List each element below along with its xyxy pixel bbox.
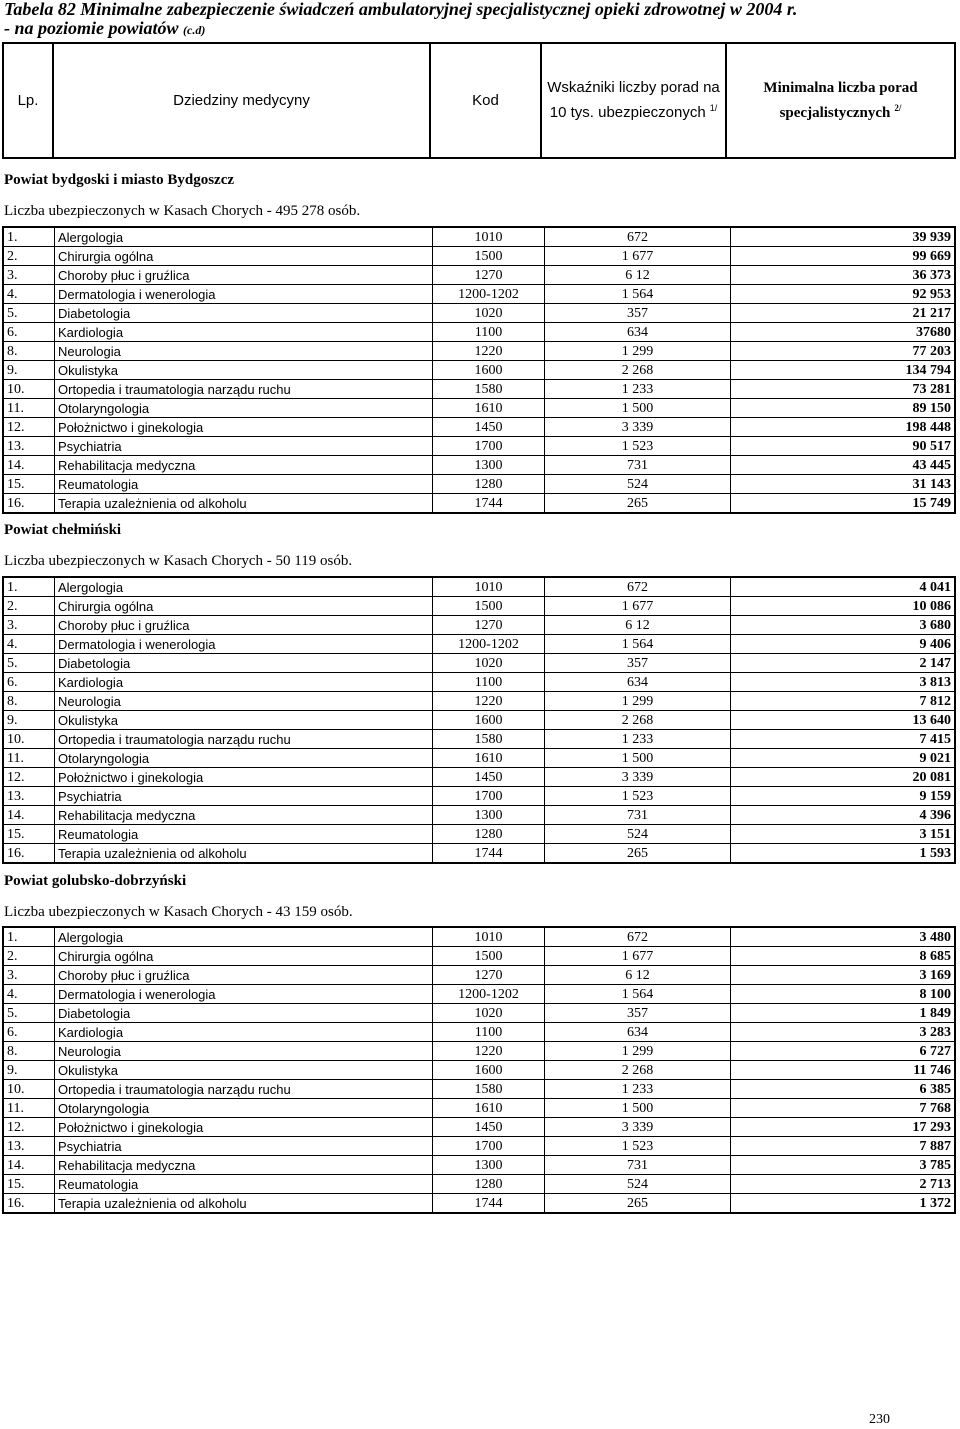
cell-kod: 1450	[433, 418, 545, 437]
cell-dziedzina: Terapia uzależnienia od alkoholu	[55, 494, 433, 514]
cell-dziedzina: Rehabilitacja medyczna	[55, 806, 433, 825]
cell-minimalna: 9 159	[731, 787, 956, 806]
cell-minimalna: 134 794	[731, 361, 956, 380]
table-row	[3, 825, 955, 844]
cell-wskaznik: 6 12	[545, 616, 731, 635]
cell-wskaznik: 1 233	[545, 730, 731, 749]
table-row	[3, 399, 955, 418]
table-row	[3, 380, 955, 399]
cell-kod: 1700	[433, 1137, 545, 1156]
cell-lp: 8.	[3, 1042, 55, 1061]
cell-wskaznik: 1 233	[545, 1080, 731, 1099]
section-table	[2, 226, 956, 514]
section-table	[2, 926, 956, 1214]
cell-minimalna: 8 685	[731, 947, 956, 966]
table-row	[3, 673, 955, 692]
cell-wskaznik: 1 500	[545, 1099, 731, 1118]
cell-lp: 5.	[3, 654, 55, 673]
cell-minimalna: 7 768	[731, 1099, 956, 1118]
cell-lp: 1.	[3, 927, 55, 947]
cell-wskaznik: 357	[545, 654, 731, 673]
cell-kod: 1280	[433, 1175, 545, 1194]
cell-kod: 1610	[433, 1099, 545, 1118]
cell-minimalna: 3 813	[731, 673, 956, 692]
cell-lp: 2.	[3, 597, 55, 616]
cell-minimalna: 1 593	[731, 844, 956, 864]
cell-wskaznik: 1 523	[545, 1137, 731, 1156]
cell-lp: 11.	[3, 749, 55, 768]
cell-kod: 1010	[433, 227, 545, 247]
cell-minimalna: 13 640	[731, 711, 956, 730]
cell-dziedzina: Położnictwo i ginekologia	[55, 768, 433, 787]
cell-lp: 1.	[3, 227, 55, 247]
cell-kod: 1500	[433, 597, 545, 616]
cell-kod: 1220	[433, 1042, 545, 1061]
cell-minimalna: 77 203	[731, 342, 956, 361]
cell-lp: 14.	[3, 456, 55, 475]
cell-dziedzina: Alergologia	[55, 227, 433, 247]
cell-minimalna: 9 406	[731, 635, 956, 654]
cell-kod: 1610	[433, 399, 545, 418]
cell-kod: 1744	[433, 1194, 545, 1214]
cell-minimalna: 11 746	[731, 1061, 956, 1080]
cell-wskaznik: 1 677	[545, 247, 731, 266]
table-row	[3, 947, 955, 966]
cell-lp: 6.	[3, 1023, 55, 1042]
header-kod: Kod	[431, 44, 542, 157]
cell-dziedzina: Diabetologia	[55, 304, 433, 323]
cell-dziedzina: Otolaryngologia	[55, 749, 433, 768]
cell-dziedzina: Reumatologia	[55, 475, 433, 494]
cell-minimalna: 7 812	[731, 692, 956, 711]
header-wskazniki-note: 1/	[709, 103, 718, 113]
cell-dziedzina: Reumatologia	[55, 1175, 433, 1194]
cell-dziedzina: Otolaryngologia	[55, 399, 433, 418]
cell-minimalna: 9 021	[731, 749, 956, 768]
cell-lp: 4.	[3, 285, 55, 304]
cell-kod: 1200-1202	[433, 635, 545, 654]
header-minimalna-label: Minimalna liczba porad specjalistycznych	[763, 80, 918, 121]
cell-kod: 1744	[433, 844, 545, 864]
cell-lp: 9.	[3, 361, 55, 380]
cell-dziedzina: Chirurgia ogólna	[55, 597, 433, 616]
cell-minimalna: 31 143	[731, 475, 956, 494]
cell-lp: 13.	[3, 1137, 55, 1156]
cell-lp: 2.	[3, 247, 55, 266]
cell-wskaznik: 731	[545, 456, 731, 475]
cell-wskaznik: 357	[545, 1004, 731, 1023]
cell-wskaznik: 1 523	[545, 437, 731, 456]
cell-dziedzina: Terapia uzależnienia od alkoholu	[55, 1194, 433, 1214]
cell-wskaznik: 1 564	[545, 635, 731, 654]
cell-wskaznik: 3 339	[545, 1118, 731, 1137]
cell-wskaznik: 731	[545, 806, 731, 825]
table-row	[3, 342, 955, 361]
cell-wskaznik: 672	[545, 927, 731, 947]
table-row	[3, 1175, 955, 1194]
header-minimalna	[727, 44, 954, 157]
table-row	[3, 844, 955, 864]
cell-dziedzina: Neurologia	[55, 692, 433, 711]
table-row	[3, 456, 955, 475]
cell-wskaznik: 1 299	[545, 1042, 731, 1061]
table-row	[3, 692, 955, 711]
cell-minimalna: 3 680	[731, 616, 956, 635]
cell-lp: 13.	[3, 787, 55, 806]
cell-minimalna: 7 887	[731, 1137, 956, 1156]
cell-wskaznik: 2 268	[545, 711, 731, 730]
table-row	[3, 1080, 955, 1099]
cell-kod: 1270	[433, 966, 545, 985]
cell-dziedzina: Dermatologia i wenerologia	[55, 985, 433, 1004]
cell-kod: 1580	[433, 730, 545, 749]
cell-kod: 1450	[433, 1118, 545, 1137]
table-row	[3, 1156, 955, 1175]
section-title: Powiat bydgoski i miasto Bydgoszcz	[4, 172, 235, 188]
cell-minimalna: 21 217	[731, 304, 956, 323]
header-wskazniki	[542, 44, 727, 157]
cell-kod: 1270	[433, 266, 545, 285]
cell-kod: 1580	[433, 1080, 545, 1099]
table-row	[3, 1023, 955, 1042]
cell-dziedzina: Okulistyka	[55, 361, 433, 380]
cell-dziedzina: Choroby płuc i gruźlica	[55, 966, 433, 985]
table-row	[3, 787, 955, 806]
table-row	[3, 1137, 955, 1156]
cell-kod: 1220	[433, 692, 545, 711]
table-row	[3, 597, 955, 616]
table-row	[3, 635, 955, 654]
table-row	[3, 1042, 955, 1061]
cell-wskaznik: 265	[545, 1194, 731, 1214]
table-row	[3, 1004, 955, 1023]
cell-dziedzina: Otolaryngologia	[55, 1099, 433, 1118]
section-title: Powiat golubsko-dobrzyński	[4, 873, 187, 889]
cell-kod: 1200-1202	[433, 285, 545, 304]
cell-minimalna: 6 385	[731, 1080, 956, 1099]
cell-kod: 1270	[433, 616, 545, 635]
cell-lp: 8.	[3, 342, 55, 361]
cell-minimalna: 90 517	[731, 437, 956, 456]
cell-minimalna: 1 372	[731, 1194, 956, 1214]
table-row	[3, 966, 955, 985]
cell-kod: 1100	[433, 673, 545, 692]
cell-kod: 1610	[433, 749, 545, 768]
page-number: 230	[869, 1412, 890, 1427]
cell-dziedzina: Ortopedia i traumatologia narządu ruchu	[55, 1080, 433, 1099]
table-row	[3, 616, 955, 635]
cell-minimalna: 37680	[731, 323, 956, 342]
table-row	[3, 768, 955, 787]
cell-lp: 8.	[3, 692, 55, 711]
cell-lp: 2.	[3, 947, 55, 966]
cell-wskaznik: 6 12	[545, 266, 731, 285]
cell-kod: 1280	[433, 825, 545, 844]
cell-kod: 1010	[433, 577, 545, 597]
cell-minimalna: 20 081	[731, 768, 956, 787]
cell-kod: 1500	[433, 947, 545, 966]
cell-kod: 1020	[433, 1004, 545, 1023]
cell-wskaznik: 634	[545, 673, 731, 692]
table-row	[3, 1099, 955, 1118]
cell-lp: 11.	[3, 399, 55, 418]
table-row	[3, 227, 955, 247]
cell-dziedzina: Kardiologia	[55, 323, 433, 342]
cell-lp: 15.	[3, 475, 55, 494]
cell-wskaznik: 524	[545, 475, 731, 494]
table-row	[3, 711, 955, 730]
cell-minimalna: 99 669	[731, 247, 956, 266]
cell-dziedzina: Alergologia	[55, 927, 433, 947]
cell-lp: 10.	[3, 380, 55, 399]
cell-wskaznik: 672	[545, 227, 731, 247]
cell-dziedzina: Choroby płuc i gruźlica	[55, 266, 433, 285]
table-row	[3, 654, 955, 673]
cell-dziedzina: Kardiologia	[55, 673, 433, 692]
section-info: Liczba ubezpieczonych w Kasach Chorych - 495 278 osób.	[4, 203, 361, 219]
cell-minimalna: 4 396	[731, 806, 956, 825]
cell-lp: 11.	[3, 1099, 55, 1118]
cell-lp: 5.	[3, 304, 55, 323]
title-line-1: Tabela 82 Minimalne zabezpieczenie świadczeń ambulatoryjnej specjalistycznej opieki zdrowotnej w 2004 r.	[4, 0, 798, 19]
cell-kod: 1020	[433, 304, 545, 323]
cell-minimalna: 10 086	[731, 597, 956, 616]
cell-lp: 1.	[3, 577, 55, 597]
table-row	[3, 494, 955, 514]
cell-kod: 1010	[433, 927, 545, 947]
cell-minimalna: 2 147	[731, 654, 956, 673]
cell-dziedzina: Położnictwo i ginekologia	[55, 1118, 433, 1137]
table-row	[3, 806, 955, 825]
cell-lp: 5.	[3, 1004, 55, 1023]
cell-minimalna: 89 150	[731, 399, 956, 418]
title-line-2-suffix: (c.d)	[183, 23, 206, 37]
cell-kod: 1744	[433, 494, 545, 514]
cell-wskaznik: 357	[545, 304, 731, 323]
table-row	[3, 927, 955, 947]
cell-minimalna: 17 293	[731, 1118, 956, 1137]
header-dziedziny: Dziedziny medycyny	[54, 44, 431, 157]
cell-wskaznik: 1 677	[545, 597, 731, 616]
cell-kod: 1450	[433, 768, 545, 787]
title-line-2	[4, 19, 797, 40]
cell-dziedzina: Okulistyka	[55, 711, 433, 730]
cell-dziedzina: Rehabilitacja medyczna	[55, 1156, 433, 1175]
section-info: Liczba ubezpieczonych w Kasach Chorych - 43 159 osób.	[4, 904, 353, 920]
table-row	[3, 1118, 955, 1137]
section-title: Powiat chełmiński	[4, 522, 122, 538]
cell-minimalna: 15 749	[731, 494, 956, 514]
cell-kod: 1300	[433, 1156, 545, 1175]
cell-lp: 16.	[3, 1194, 55, 1214]
cell-kod: 1300	[433, 806, 545, 825]
cell-wskaznik: 1 233	[545, 380, 731, 399]
cell-dziedzina: Chirurgia ogólna	[55, 947, 433, 966]
cell-kod: 1580	[433, 380, 545, 399]
cell-dziedzina: Choroby płuc i gruźlica	[55, 616, 433, 635]
cell-kod: 1600	[433, 1061, 545, 1080]
cell-wskaznik: 2 268	[545, 361, 731, 380]
table-row	[3, 323, 955, 342]
cell-lp: 13.	[3, 437, 55, 456]
cell-wskaznik: 634	[545, 1023, 731, 1042]
cell-dziedzina: Alergologia	[55, 577, 433, 597]
cell-wskaznik: 731	[545, 1156, 731, 1175]
cell-minimalna: 1 849	[731, 1004, 956, 1023]
table-row	[3, 985, 955, 1004]
cell-dziedzina: Dermatologia i wenerologia	[55, 285, 433, 304]
cell-kod: 1200-1202	[433, 985, 545, 1004]
cell-dziedzina: Kardiologia	[55, 1023, 433, 1042]
cell-lp: 10.	[3, 730, 55, 749]
table-row	[3, 418, 955, 437]
cell-minimalna: 3 169	[731, 966, 956, 985]
cell-wskaznik: 265	[545, 494, 731, 514]
cell-kod: 1100	[433, 1023, 545, 1042]
cell-dziedzina: Chirurgia ogólna	[55, 247, 433, 266]
cell-lp: 3.	[3, 266, 55, 285]
cell-kod: 1700	[433, 787, 545, 806]
cell-wskaznik: 524	[545, 825, 731, 844]
cell-wskaznik: 1 564	[545, 985, 731, 1004]
cell-dziedzina: Ortopedia i traumatologia narządu ruchu	[55, 380, 433, 399]
cell-wskaznik: 1 564	[545, 285, 731, 304]
cell-lp: 3.	[3, 966, 55, 985]
cell-lp: 12.	[3, 1118, 55, 1137]
table-header	[2, 42, 956, 159]
cell-wskaznik: 1 500	[545, 399, 731, 418]
header-lp: Lp.	[4, 44, 54, 157]
cell-dziedzina: Reumatologia	[55, 825, 433, 844]
cell-lp: 14.	[3, 806, 55, 825]
cell-dziedzina: Psychiatria	[55, 787, 433, 806]
cell-lp: 10.	[3, 1080, 55, 1099]
cell-minimalna: 3 785	[731, 1156, 956, 1175]
cell-minimalna: 3 480	[731, 927, 956, 947]
cell-kod: 1500	[433, 247, 545, 266]
cell-minimalna: 8 100	[731, 985, 956, 1004]
cell-minimalna: 39 939	[731, 227, 956, 247]
cell-wskaznik: 1 677	[545, 947, 731, 966]
title-line-2-text: - na poziomie powiatów	[4, 18, 179, 38]
cell-wskaznik: 524	[545, 1175, 731, 1194]
cell-minimalna: 73 281	[731, 380, 956, 399]
cell-dziedzina: Okulistyka	[55, 1061, 433, 1080]
table-row	[3, 475, 955, 494]
cell-minimalna: 3 151	[731, 825, 956, 844]
cell-wskaznik: 2 268	[545, 1061, 731, 1080]
table-row	[3, 437, 955, 456]
table-row	[3, 577, 955, 597]
table-title	[4, 0, 797, 40]
cell-lp: 16.	[3, 494, 55, 514]
cell-dziedzina: Psychiatria	[55, 1137, 433, 1156]
cell-wskaznik: 672	[545, 577, 731, 597]
cell-lp: 12.	[3, 768, 55, 787]
cell-wskaznik: 6 12	[545, 966, 731, 985]
table-row	[3, 1194, 955, 1214]
cell-kod: 1600	[433, 711, 545, 730]
cell-wskaznik: 1 523	[545, 787, 731, 806]
cell-kod: 1020	[433, 654, 545, 673]
table-row	[3, 285, 955, 304]
cell-lp: 9.	[3, 711, 55, 730]
cell-dziedzina: Diabetologia	[55, 1004, 433, 1023]
cell-lp: 6.	[3, 673, 55, 692]
cell-lp: 14.	[3, 1156, 55, 1175]
cell-wskaznik: 3 339	[545, 768, 731, 787]
table-row	[3, 247, 955, 266]
cell-dziedzina: Neurologia	[55, 1042, 433, 1061]
cell-minimalna: 3 283	[731, 1023, 956, 1042]
cell-lp: 6.	[3, 323, 55, 342]
cell-minimalna: 198 448	[731, 418, 956, 437]
cell-dziedzina: Ortopedia i traumatologia narządu ruchu	[55, 730, 433, 749]
cell-kod: 1300	[433, 456, 545, 475]
table-row	[3, 1061, 955, 1080]
cell-wskaznik: 3 339	[545, 418, 731, 437]
cell-kod: 1700	[433, 437, 545, 456]
cell-minimalna: 43 445	[731, 456, 956, 475]
cell-kod: 1100	[433, 323, 545, 342]
cell-minimalna: 36 373	[731, 266, 956, 285]
cell-lp: 16.	[3, 844, 55, 864]
cell-wskaznik: 1 500	[545, 749, 731, 768]
cell-dziedzina: Terapia uzależnienia od alkoholu	[55, 844, 433, 864]
cell-dziedzina: Neurologia	[55, 342, 433, 361]
cell-minimalna: 4 041	[731, 577, 956, 597]
cell-lp: 9.	[3, 1061, 55, 1080]
table-row	[3, 730, 955, 749]
cell-dziedzina: Dermatologia i wenerologia	[55, 635, 433, 654]
cell-wskaznik: 1 299	[545, 342, 731, 361]
cell-kod: 1280	[433, 475, 545, 494]
cell-lp: 12.	[3, 418, 55, 437]
cell-dziedzina: Położnictwo i ginekologia	[55, 418, 433, 437]
section-table	[2, 576, 956, 864]
cell-lp: 4.	[3, 985, 55, 1004]
cell-minimalna: 7 415	[731, 730, 956, 749]
header-minimalna-note: 2/	[894, 103, 902, 113]
cell-lp: 15.	[3, 825, 55, 844]
cell-kod: 1600	[433, 361, 545, 380]
cell-dziedzina: Psychiatria	[55, 437, 433, 456]
cell-minimalna: 92 953	[731, 285, 956, 304]
cell-dziedzina: Diabetologia	[55, 654, 433, 673]
table-row	[3, 749, 955, 768]
cell-minimalna: 6 727	[731, 1042, 956, 1061]
cell-wskaznik: 265	[545, 844, 731, 864]
cell-kod: 1220	[433, 342, 545, 361]
table-row	[3, 304, 955, 323]
table-row	[3, 361, 955, 380]
cell-lp: 15.	[3, 1175, 55, 1194]
cell-lp: 4.	[3, 635, 55, 654]
header-wskazniki-label: Wskaźniki liczby porad na 10 tys. ubezpieczonych	[547, 79, 720, 121]
cell-dziedzina: Rehabilitacja medyczna	[55, 456, 433, 475]
cell-wskaznik: 1 299	[545, 692, 731, 711]
cell-minimalna: 2 713	[731, 1175, 956, 1194]
cell-lp: 3.	[3, 616, 55, 635]
section-info: Liczba ubezpieczonych w Kasach Chorych - 50 119 osób.	[4, 553, 353, 569]
cell-wskaznik: 634	[545, 323, 731, 342]
table-row	[3, 266, 955, 285]
